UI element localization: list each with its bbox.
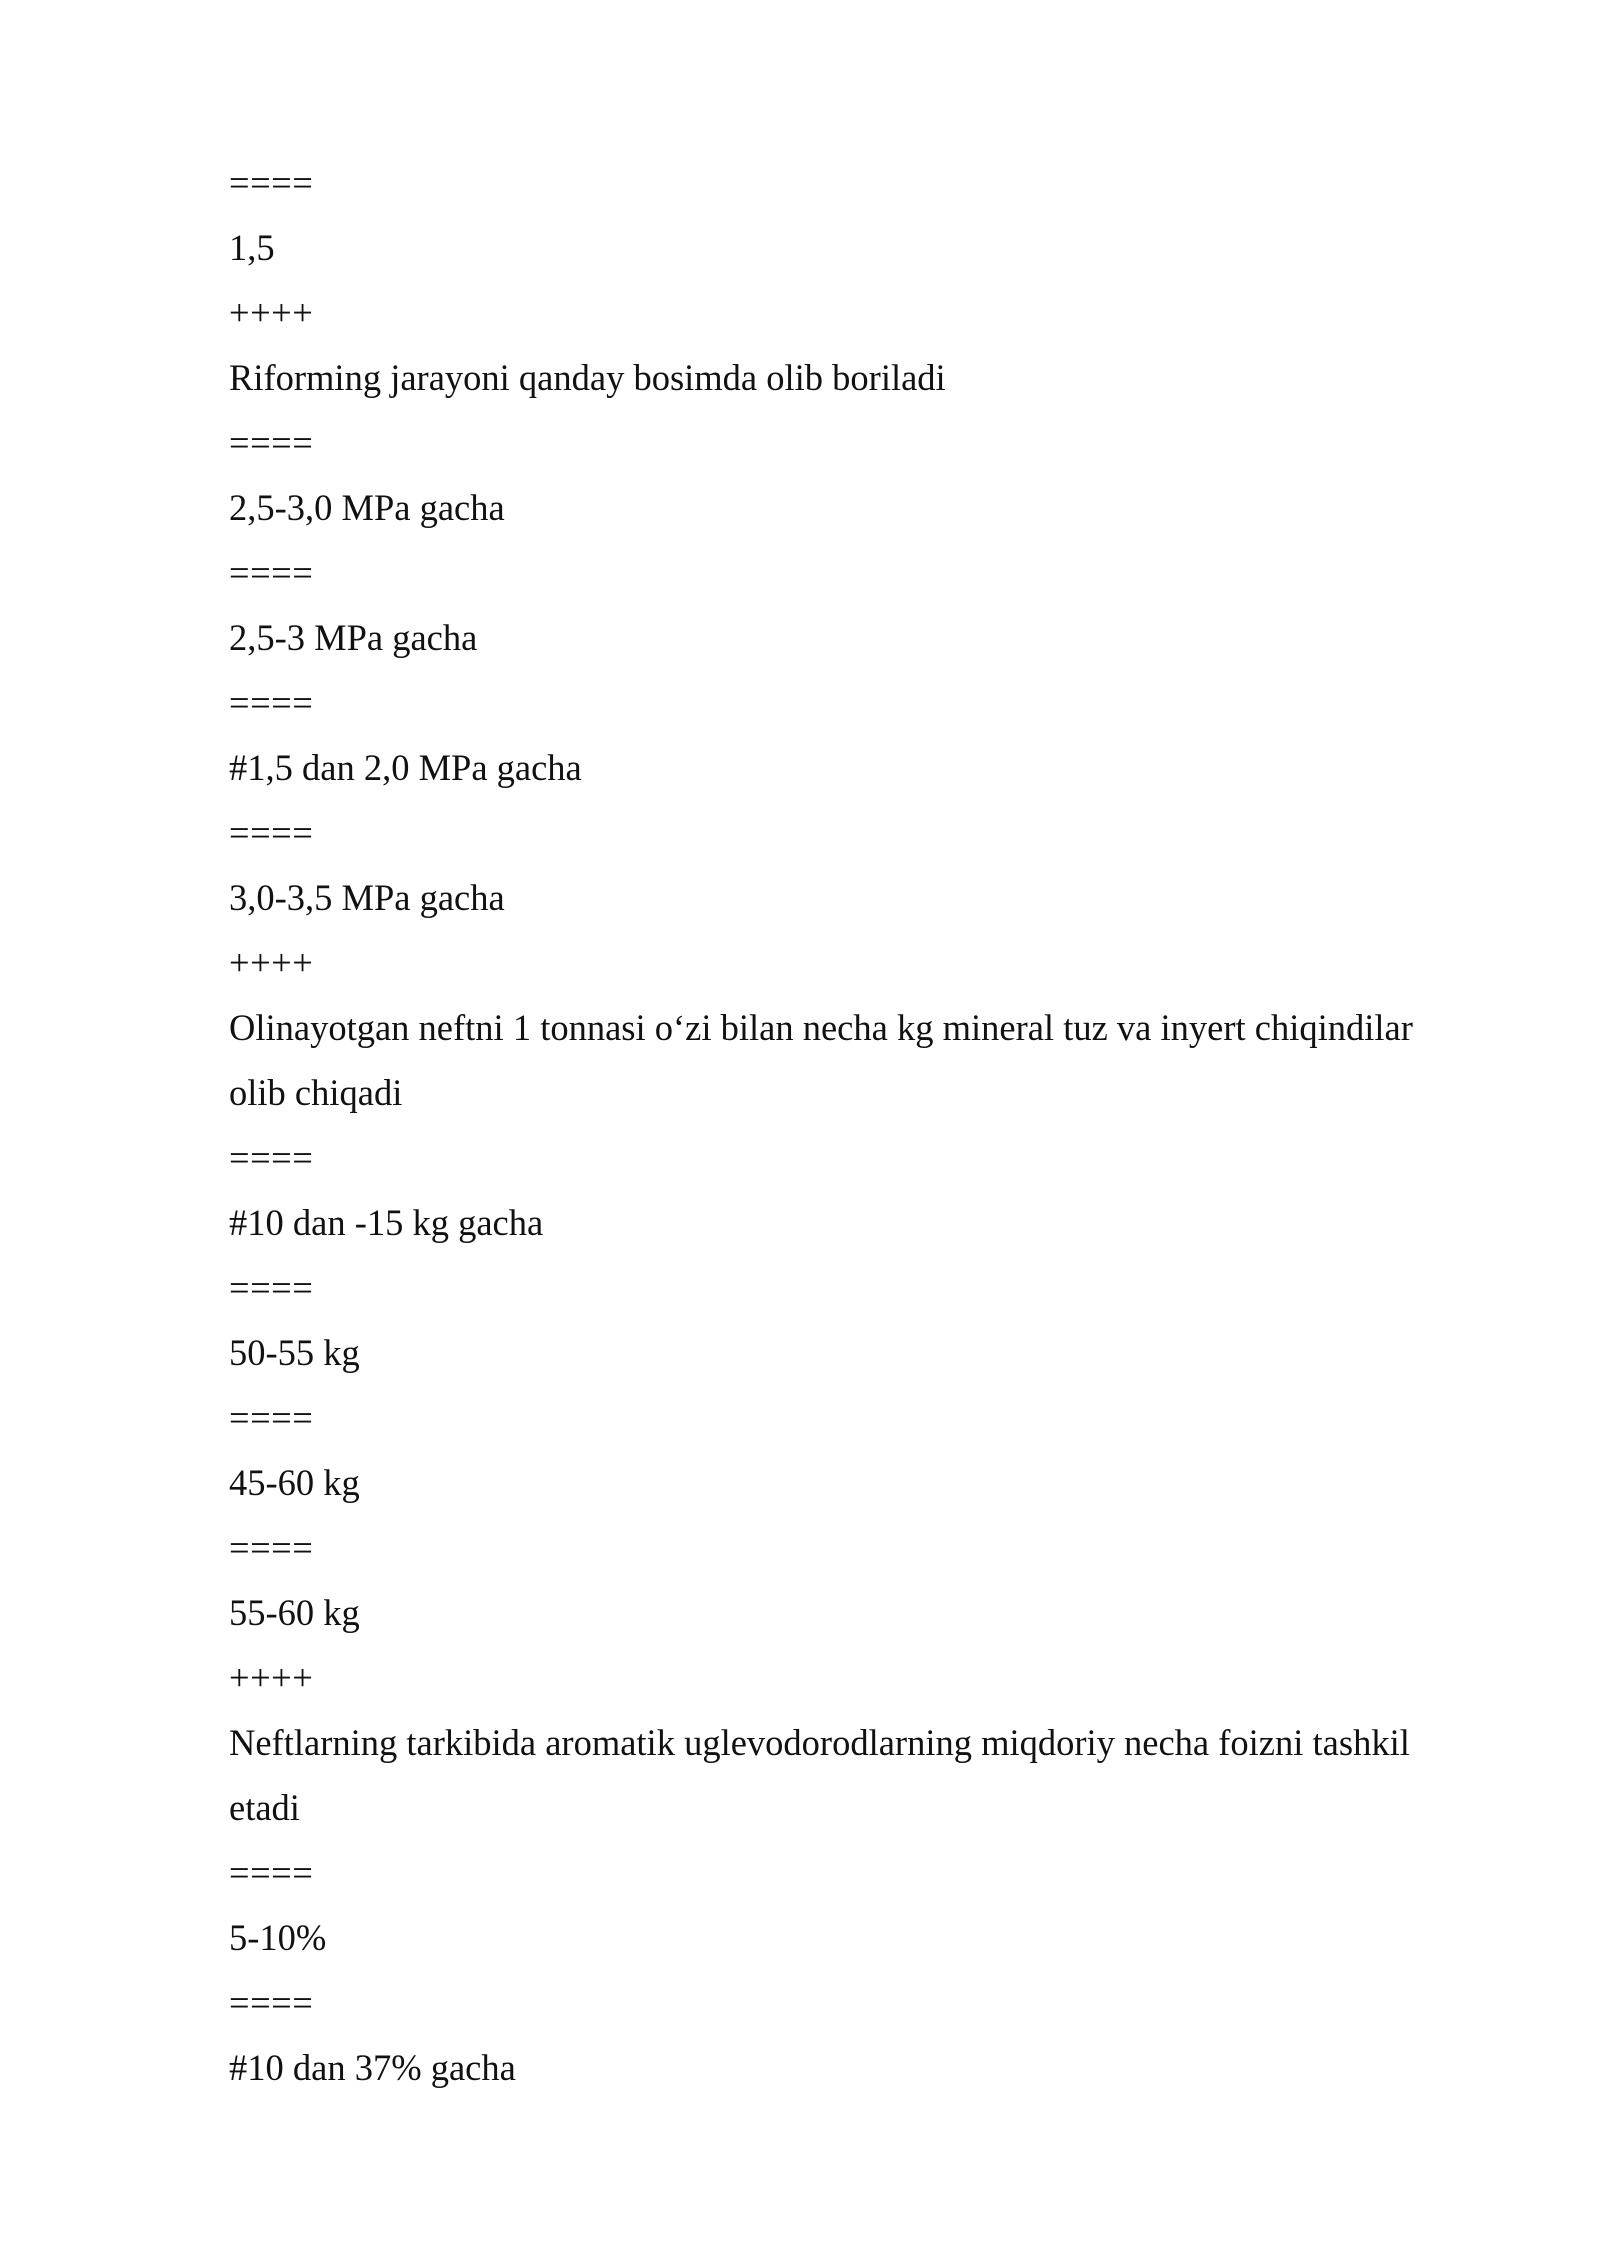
question-line: Neftlarning tarkibida aromatik uglevodorodlarning miqdoriy necha foizni tashkil etadi [229,1722,1410,1828]
separator-line: ==== [229,1982,314,2023]
question-separator-line: ++++ [229,1657,314,1698]
separator-line: ==== [229,812,314,853]
separator-line: ==== [229,422,314,463]
separator-line: ==== [229,682,314,723]
answer-line: 50-55 kg [229,1332,360,1373]
separator-line: ==== [229,1267,314,1308]
separator-line: ==== [229,1527,314,1568]
question-line: Olinayotgan neftni 1 tonnasi o‘zi bilan necha kg mineral tuz va inyert chiqindilar olib chiqadi [229,1007,1413,1113]
question-line: Riforming jarayoni qanday bosimda olib boriladi [229,357,946,398]
separator-line: ==== [229,1137,314,1178]
answer-line: 45-60 kg [229,1462,360,1503]
answer-line: #10 dan 37% gacha [229,2047,516,2088]
answer-line: 3,0-3,5 MPa gacha [229,877,505,918]
document-body [229,150,1469,2100]
separator-line: ==== [229,1397,314,1438]
answer-line: 2,5-3 MPa gacha [229,617,478,658]
answer-line: 1,5 [229,227,275,268]
answer-line: 2,5-3,0 MPa gacha [229,487,505,528]
answer-line: 55-60 kg [229,1592,360,1633]
question-separator-line: ++++ [229,292,314,333]
separator-line: ==== [229,1852,314,1893]
answer-line: 5-10% [229,1917,327,1958]
answer-line: #1,5 dan 2,0 MPa gacha [229,747,582,788]
answer-line: #10 dan -15 kg gacha [229,1202,544,1243]
question-separator-line: ++++ [229,942,314,983]
separator-line: ==== [229,162,314,203]
separator-line: ==== [229,552,314,593]
